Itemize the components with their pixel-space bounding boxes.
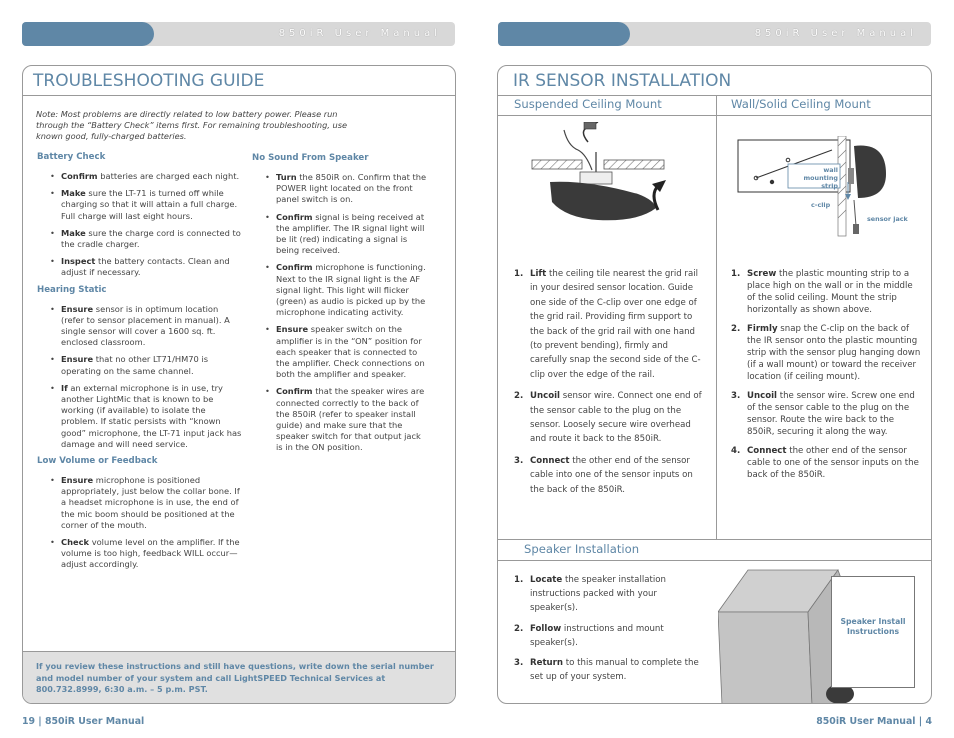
- left-header-bar: [22, 22, 455, 46]
- step-item: [731, 323, 921, 383]
- item-text: volume level on the amplifier. If the volume is too high, feedback WILL occur—adjust accordingly.: [61, 537, 240, 570]
- item-text: speaker switch on the amplifier is in the “ON” position for each speaker that is connected to the amplifier. Check connections on both the amplifier and speaker.: [276, 324, 425, 380]
- item-text: sure the LT-71 is turned off while charging so that it will attain a full charge. Full charge will last eight hours.: [61, 188, 238, 221]
- list-item: [252, 262, 427, 318]
- bullet-list: [252, 172, 427, 454]
- item-text: an external microphone is in use, try another LightMic that is known to be working (if available) to isolate the problem. If static persists with “known good” microphone, the LT-71 input jack has damage and will need service.: [61, 382, 242, 449]
- step-text: the ceiling tile nearest the grid rail in your desired sensor location. Guide one side of the C-clip over one edge of the grid rail. Providing firm support to the back of the grid rail with one hand (to prevent bending), firmly and carefully snap the second side of the C-clip over the edge of the rail.: [530, 269, 701, 380]
- list-item: [37, 354, 243, 376]
- item-text: batteries are charged each night.: [97, 171, 240, 181]
- list-item: [37, 475, 243, 531]
- bullet-list: [37, 304, 243, 450]
- speaker-card-label: Speaker Install Instructions: [840, 617, 906, 636]
- step-text: instructions and mount speaker(s).: [530, 623, 664, 648]
- suspended-heading: Suspended Ceiling Mount: [514, 97, 662, 111]
- step-item: [514, 573, 704, 616]
- step-keyword: Firmly: [747, 324, 778, 334]
- item-keyword: Make: [61, 188, 86, 199]
- list-item: [37, 171, 243, 182]
- item-keyword: Ensure: [61, 354, 94, 365]
- suspended-ceiling-illustration: [528, 122, 698, 222]
- column-divider: [716, 95, 717, 539]
- list-item: [252, 386, 427, 453]
- step-item: [731, 390, 921, 438]
- item-text: that no other LT71/HM70 is operating on the same channel.: [61, 354, 209, 376]
- item-text: microphone is functioning. Next to the IR signal light is the AF signal light. This light will flicker (green) as audio is picked up by the microphone indicating activity.: [276, 262, 426, 318]
- item-keyword: Make: [61, 227, 86, 238]
- help-box: [23, 651, 456, 704]
- item-keyword: Turn: [276, 172, 297, 182]
- step-keyword: Return: [530, 658, 564, 669]
- item-keyword: Confirm: [61, 171, 98, 181]
- section-heading: Battery Check: [37, 152, 106, 162]
- item-keyword: Confirm: [276, 386, 313, 397]
- item-keyword: If: [61, 382, 68, 393]
- list-item: [37, 304, 243, 349]
- help-box-text: If you review these instructions and still have questions, write down the serial number and model number of your system and call LightSPEED Technical Services at 800.732.8999, 6:30 a.m. – 5 p.m. PST.: [36, 661, 434, 694]
- sensor-install-panel: [497, 65, 932, 704]
- step-item: [514, 622, 704, 650]
- step-number: 2.: [514, 623, 524, 634]
- list-item: [37, 256, 243, 278]
- step-number: 3.: [514, 455, 524, 466]
- step-item: [731, 445, 921, 481]
- step-keyword: Connect: [530, 455, 570, 466]
- wall-steps: [731, 268, 921, 488]
- step-number: 2.: [731, 324, 741, 334]
- troubleshooting-col-2: [252, 153, 427, 460]
- troubleshooting-panel: [22, 65, 456, 704]
- list-item: [37, 228, 243, 250]
- item-keyword: Ensure: [61, 303, 94, 314]
- step-item: [514, 656, 704, 684]
- wall-mount-illustration: [736, 136, 896, 246]
- left-footer: 19 | 850iR User Manual: [22, 716, 145, 727]
- item-keyword: Confirm: [276, 262, 313, 273]
- step-number: 3.: [514, 658, 524, 669]
- speaker-instructions-card: [831, 576, 915, 688]
- sensor-jack-label: sensor jack: [867, 215, 908, 223]
- sensor-install-title: IR SENSOR INSTALLATION: [513, 71, 732, 91]
- step-number: 1.: [731, 269, 741, 279]
- step-text: the other end of the sensor cable into one of the sensor inputs on the back of the 850iR.: [530, 455, 693, 495]
- speaker-heading: Speaker Installation: [524, 542, 640, 556]
- step-text: the sensor wire. Screw one end of the sensor cable to the plug on the sensor. Route the wire back to the 850iR, securing it along the way.: [747, 391, 915, 437]
- right-footer: 850iR User Manual | 4: [816, 716, 932, 727]
- suspended-steps: [514, 267, 704, 504]
- speaker-steps: [514, 573, 704, 690]
- list-item: [252, 212, 427, 257]
- step-number: 2.: [514, 391, 524, 402]
- step-keyword: Uncoil: [530, 391, 560, 402]
- section-heading: No Sound From Speaker: [252, 153, 369, 163]
- step-text: to this manual to complete the set up of your system.: [530, 658, 699, 683]
- item-text: sensor is in optimum location (refer to sensor placement in manual). A single sensor will cover a 1600 sq. ft. enclosed classroom.: [61, 303, 230, 348]
- item-text: signal is being received at the amplifier. The IR signal light will be lit (red) indicating a signal is being received.: [276, 211, 425, 256]
- right-header-bar: [498, 22, 931, 46]
- battery-note: Note: Most problems are directly related to low battery power. Please run through the “Battery Check” items first. For remaining troubleshooting, use known good, fully-charged batteries.: [36, 109, 348, 141]
- troubleshooting-title: TROUBLESHOOTING GUIDE: [33, 71, 265, 91]
- step-number: 3.: [731, 391, 741, 401]
- list-item: [37, 537, 243, 571]
- item-keyword: Ensure: [61, 475, 94, 486]
- step-text: sensor wire. Connect one end of the sensor cable to the plug on the sensor. Loosely secure wire overhead and route it back to the 850iR.: [530, 391, 702, 445]
- item-text: the battery contacts. Clean and adjust if necessary.: [61, 256, 230, 278]
- right-header-text: 850iR User Manual: [754, 28, 917, 39]
- step-number: 1.: [514, 575, 524, 585]
- item-text: microphone is positioned appropriately, just below the collar bone. If a headset microphone is in use, the end of the mic boom should be positioned at the corner of the mouth.: [61, 475, 240, 530]
- left-header-text: 850iR User Manual: [278, 28, 441, 39]
- step-item: [731, 268, 921, 316]
- step-text: snap the C-clip on the back of the IR sensor onto the plastic mounting strip with the sensor plug hanging down (if a wall mount) or toward the receiver location (if ceiling mount).: [747, 324, 921, 382]
- step-keyword: Follow: [530, 623, 562, 634]
- step-keyword: Lift: [530, 269, 547, 279]
- list-item: [252, 324, 427, 380]
- step-item: [514, 389, 704, 447]
- list-item: [252, 172, 427, 206]
- step-keyword: Uncoil: [747, 391, 777, 401]
- step-number: 4.: [731, 446, 741, 456]
- step-text: the speaker installation instructions packed with your speaker(s).: [530, 575, 666, 614]
- item-text: that the speaker wires are connected correctly to the back of the 850iR (refer to speaker install guide) and make sure that the speaker switch for that output jack is in the ON position.: [276, 386, 425, 453]
- section-heading: Low Volume or Feedback: [37, 456, 158, 467]
- step-keyword: Locate: [530, 575, 563, 585]
- step-item: [514, 267, 704, 382]
- item-keyword: Inspect: [61, 256, 96, 267]
- step-text: the other end of the sensor cable to one of the sensor inputs on the back of the 850iR.: [747, 446, 919, 480]
- wall-strip-label: wall mounting strip: [803, 166, 838, 190]
- bullet-list: [37, 171, 243, 279]
- item-text: sure the charge cord is connected to the cradle charger.: [61, 227, 241, 250]
- item-text: the 850iR on. Confirm that the POWER light located on the front panel switch is on.: [276, 172, 427, 205]
- item-keyword: Check: [61, 537, 90, 548]
- step-item: [514, 454, 704, 497]
- section-heading: Hearing Static: [37, 284, 107, 295]
- step-text: the plastic mounting strip to a place high on the wall or in the middle of the solid ceiling. Mount the strip horizontally as shown above.: [747, 269, 913, 315]
- item-keyword: Ensure: [276, 324, 309, 335]
- bullet-list: [37, 475, 243, 571]
- step-keyword: Connect: [747, 446, 787, 456]
- c-clip-label: c-clip: [811, 201, 831, 209]
- list-item: [37, 383, 243, 450]
- item-keyword: Confirm: [276, 211, 313, 222]
- step-keyword: Screw: [747, 269, 777, 279]
- wall-heading: Wall/Solid Ceiling Mount: [731, 97, 871, 111]
- step-number: 1.: [514, 269, 524, 279]
- list-item: [37, 188, 243, 222]
- troubleshooting-col-1: [37, 152, 243, 577]
